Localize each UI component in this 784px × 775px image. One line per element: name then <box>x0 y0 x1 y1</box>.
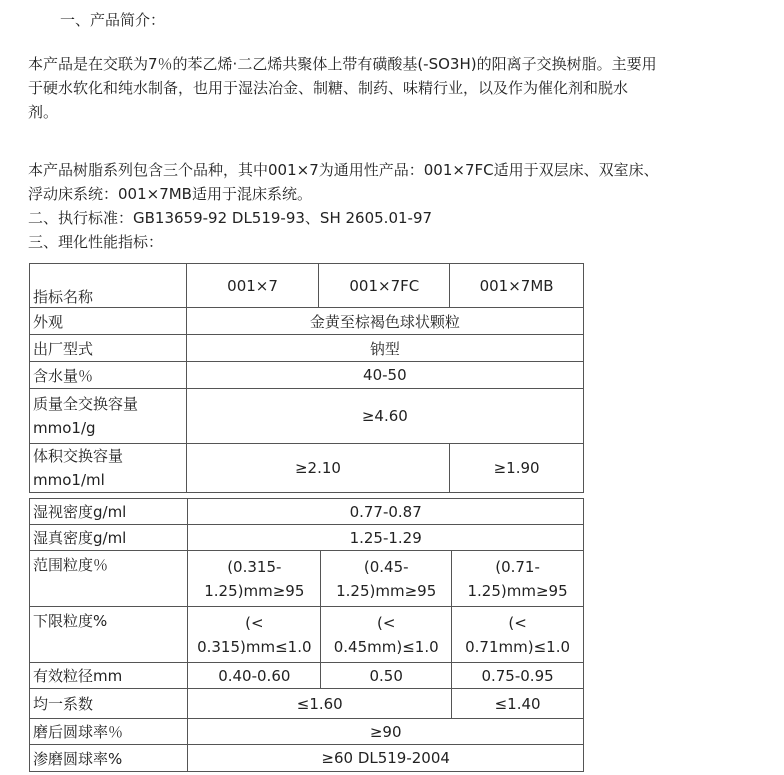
cell-line: 1.25)mm≥95 <box>467 581 568 600</box>
row-label: 外观 <box>30 308 187 335</box>
row-value: 1.25-1.29 <box>188 525 584 551</box>
header-col-001x7fc: 001×7FC <box>319 264 450 308</box>
intro-line: 剂。 <box>28 103 59 121</box>
row-value: ≥90 <box>188 719 584 745</box>
table-row <box>30 525 584 551</box>
cell-line: 0.315)mm≤1.0 <box>197 637 312 656</box>
intro-line: 本产品是在交联为7％的苯乙烯·二乙烯共聚体上带有磺酸基(-SO3H)的阳离子交换树脂。主要用 <box>28 55 657 73</box>
row-value <box>188 551 321 607</box>
row-label <box>30 444 187 493</box>
table-row <box>30 745 584 772</box>
row-value: 0.50 <box>321 663 452 689</box>
header-name-cell: 指标名称 <box>30 264 187 308</box>
row-label-line: 体积交换容量 <box>33 447 124 465</box>
cell-line: 1.25)mm≥95 <box>336 581 437 600</box>
cell-line: (< <box>508 613 527 632</box>
table-row <box>30 719 584 745</box>
row-value: 0.77-0.87 <box>188 499 584 525</box>
row-value <box>452 551 584 607</box>
row-value <box>321 607 452 663</box>
section-heading-intro: 一、产品简介： <box>60 11 166 29</box>
spec-table-bottom <box>29 498 584 772</box>
series-line: 浮动床系统：001×7MB适用于混床系统。 <box>28 185 312 203</box>
table-row <box>30 689 584 719</box>
table-header-row <box>30 264 584 308</box>
row-value: ≥4.60 <box>186 389 583 444</box>
row-label: 均一系数 <box>30 689 188 719</box>
cell-line: (0.315- <box>227 557 282 576</box>
table-row <box>30 663 584 689</box>
header-col-001x7: 001×7 <box>186 264 319 308</box>
row-value: ≥2.10 <box>186 444 449 493</box>
table-row <box>30 389 584 444</box>
cell-line: 0.71mm)≤1.0 <box>465 637 571 656</box>
table-row <box>30 551 584 607</box>
row-label: 下限粒度% <box>30 607 188 663</box>
row-value: ≥60 DL519-2004 <box>188 745 584 772</box>
table-row <box>30 308 584 335</box>
row-value: 金黄至棕褐色球状颗粒 <box>186 308 583 335</box>
table-row <box>30 444 584 493</box>
intro-line: 于硬水软化和纯水制备，也用于湿法冶金、制糖、制药、味精行业，以及作为催化剂和脱水 <box>28 79 629 97</box>
row-value: 0.75-0.95 <box>452 663 584 689</box>
row-label-line: mmo1/g <box>33 419 96 437</box>
table-row <box>30 362 584 389</box>
cell-line: (< <box>245 613 264 632</box>
table-row <box>30 335 584 362</box>
standard-heading: 二、执行标准：GB13659-92 DL519-93、SH 2605.01-97 <box>28 209 433 227</box>
spec-heading: 三、理化性能指标： <box>28 233 164 251</box>
row-value: ≥1.90 <box>450 444 584 493</box>
row-value: 0.40-0.60 <box>188 663 321 689</box>
row-label: 范围粒度％ <box>30 551 188 607</box>
row-label <box>30 389 187 444</box>
row-label: 含水量％ <box>30 362 187 389</box>
series-paragraph <box>28 158 773 254</box>
row-value: 40-50 <box>186 362 583 389</box>
row-label-line: 质量全交换容量 <box>33 395 139 413</box>
spec-table-top <box>29 263 584 493</box>
row-value: ≤1.40 <box>452 689 584 719</box>
cell-line: 1.25)mm≥95 <box>204 581 305 600</box>
row-value <box>452 607 584 663</box>
header-col-001x7mb: 001×7MB <box>450 264 584 308</box>
row-label: 出厂型式 <box>30 335 187 362</box>
row-label: 有效粒径mm <box>30 663 188 689</box>
row-value <box>321 551 452 607</box>
series-line: 本产品树脂系列包含三个品种，其中001×7为通用性产品：001×7FC适用于双层床、双室床、 <box>28 161 659 179</box>
cell-line: (0.45- <box>363 557 409 576</box>
row-label: 磨后圆球率％ <box>30 719 188 745</box>
table-row <box>30 499 584 525</box>
intro-paragraph <box>28 52 773 124</box>
cell-line: (0.71- <box>495 557 540 576</box>
cell-line: (< <box>376 613 396 632</box>
row-value: ≤1.60 <box>188 689 452 719</box>
cell-line: 0.45mm)≤1.0 <box>333 637 439 656</box>
row-label: 湿视密度g/ml <box>30 499 188 525</box>
row-label: 渗磨圆球率% <box>30 745 188 772</box>
row-label-line: mmo1/ml <box>33 471 105 489</box>
row-value <box>188 607 321 663</box>
row-label: 湿真密度g/ml <box>30 525 188 551</box>
row-value: 钠型 <box>186 335 583 362</box>
table-row <box>30 607 584 663</box>
